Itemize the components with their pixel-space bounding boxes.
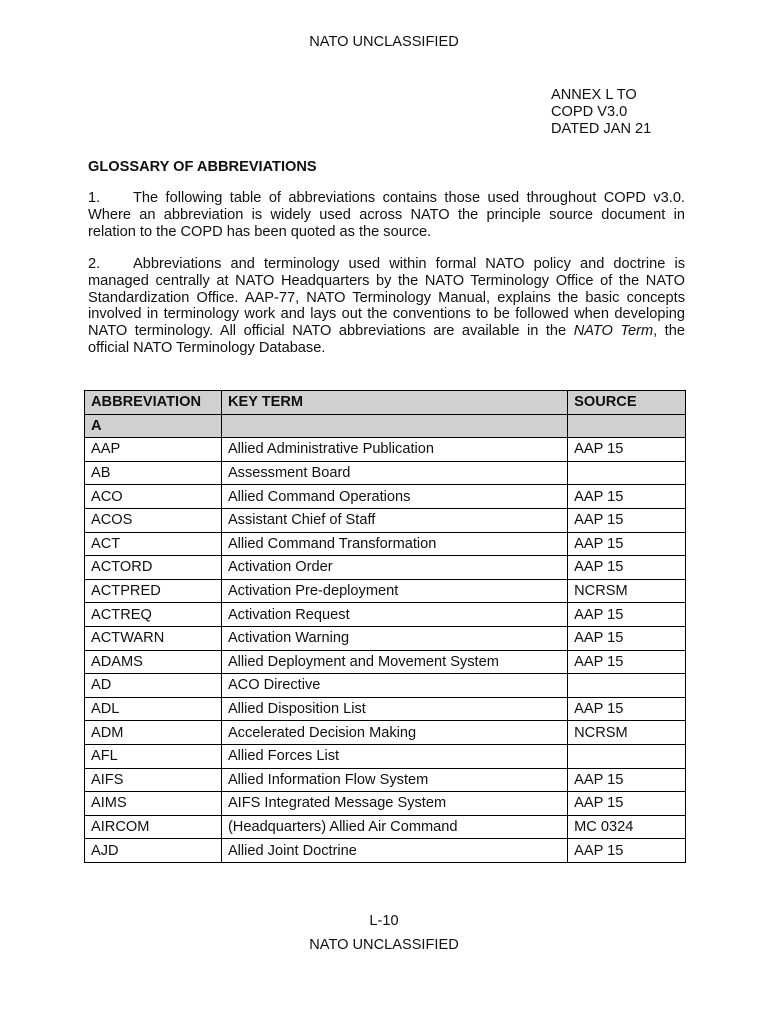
source-cell [568,461,686,485]
abbreviations-table [84,390,686,863]
abbreviation-cell: AIFS [85,768,222,792]
table-row [85,532,686,556]
abbreviation-cell: AIMS [85,792,222,816]
key-term-cell: Activation Request [221,603,567,627]
abbreviation-cell: ACTORD [85,556,222,580]
source-cell: AAP 15 [568,508,686,532]
table-row [85,438,686,462]
section-empty-cell [568,414,686,438]
source-cell: AAP 15 [568,768,686,792]
table-row [85,508,686,532]
abbreviation-cell: ADM [85,721,222,745]
abbreviation-cell: ADAMS [85,650,222,674]
paragraph-2-number: 2. [88,256,101,272]
source-cell: AAP 15 [568,839,686,863]
header-abbreviation: ABBREVIATION [85,391,222,415]
page-number: L-10 [369,913,399,929]
annex-line-3: DATED JAN 21 [551,121,652,137]
key-term-cell: Allied Disposition List [221,697,567,721]
key-term-cell: Allied Forces List [221,744,567,768]
header-key-term: KEY TERM [221,391,567,415]
page-title: GLOSSARY OF ABBREVIATIONS [88,159,317,175]
classification-footer: NATO UNCLASSIFIED [309,937,459,953]
source-cell: NCRSM [568,721,686,745]
abbreviation-cell: AB [85,461,222,485]
paragraph-2-text-end: , the official NATO Terminology Database. [88,323,685,356]
abbreviation-cell: ACOS [85,508,222,532]
classification-header: NATO UNCLASSIFIED [309,34,459,50]
paragraph-2-text: Abbreviations and terminology used within formal NATO policy and doctrine is managed centrally at NATO Headquarters by the NATO Terminology Office of the NATO Standardization Office. AAP-77, NATO Terminology Manual, explains the basic concepts involved in terminology work and lays out the conventions to be followed when developing NATO terminology. All official NATO abbreviations are available in the [88,256,685,340]
abbreviation-cell: AAP [85,438,222,462]
key-term-cell: Allied Command Operations [221,485,567,509]
annex-line-2: COPD V3.0 [551,104,628,120]
source-cell: AAP 15 [568,532,686,556]
abbreviation-cell: AJD [85,839,222,863]
paragraph-1-number: 1. [88,190,101,206]
abbreviation-cell: AD [85,674,222,698]
annex-reference [551,87,651,138]
source-cell [568,674,686,698]
table-row [85,556,686,580]
key-term-cell: Allied Administrative Publication [221,438,567,462]
table-row [85,721,686,745]
table-row [85,603,686,627]
key-term-cell: Allied Deployment and Movement System [221,650,567,674]
table-row [85,650,686,674]
source-cell: AAP 15 [568,792,686,816]
abbreviation-cell: ACTWARN [85,626,222,650]
header-source: SOURCE [568,391,686,415]
key-term-cell: Assessment Board [221,461,567,485]
table-row [85,579,686,603]
key-term-cell: AIFS Integrated Message System [221,792,567,816]
nato-term-link-text: NATO Term [573,323,654,340]
abbreviation-cell: ACO [85,485,222,509]
paragraph-1-text: The following table of abbreviations contains those used throughout COPD v3.0. Where an abbreviation is widely used across NATO the principle source document in relation to the COPD has been quoted as the source. [88,190,685,240]
abbreviation-cell: AFL [85,744,222,768]
key-term-cell: Allied Joint Doctrine [221,839,567,863]
source-cell: AAP 15 [568,603,686,627]
table-row [85,792,686,816]
key-term-cell: Activation Pre-deployment [221,579,567,603]
key-term-cell: Assistant Chief of Staff [221,508,567,532]
abbreviation-cell: ACTPRED [85,579,222,603]
key-term-cell: Accelerated Decision Making [221,721,567,745]
key-term-cell: Activation Warning [221,626,567,650]
source-cell: AAP 15 [568,556,686,580]
source-cell: AAP 15 [568,485,686,509]
table-row [85,626,686,650]
table-row [85,674,686,698]
abbreviation-cell: ACTREQ [85,603,222,627]
source-cell: AAP 15 [568,697,686,721]
source-cell: NCRSM [568,579,686,603]
table-row [85,697,686,721]
key-term-cell: ACO Directive [221,674,567,698]
table-row [85,744,686,768]
source-cell: AAP 15 [568,438,686,462]
source-cell: AAP 15 [568,626,686,650]
abbreviation-cell: ACT [85,532,222,556]
table-row [85,485,686,509]
section-letter: A [85,414,222,438]
table-row [85,839,686,863]
abbreviation-cell: AIRCOM [85,815,222,839]
table-header-row [85,391,686,415]
source-cell [568,744,686,768]
paragraph-1 [88,190,685,240]
annex-line-1: ANNEX L TO [551,87,637,103]
key-term-cell: Activation Order [221,556,567,580]
key-term-cell: Allied Information Flow System [221,768,567,792]
section-empty-cell [221,414,567,438]
abbreviation-cell: ADL [85,697,222,721]
source-cell: AAP 15 [568,650,686,674]
section-row [85,414,686,438]
key-term-cell: (Headquarters) Allied Air Command [221,815,567,839]
table-row [85,768,686,792]
source-cell: MC 0324 [568,815,686,839]
paragraph-2 [88,256,685,357]
key-term-cell: Allied Command Transformation [221,532,567,556]
table-row [85,461,686,485]
table-row [85,815,686,839]
